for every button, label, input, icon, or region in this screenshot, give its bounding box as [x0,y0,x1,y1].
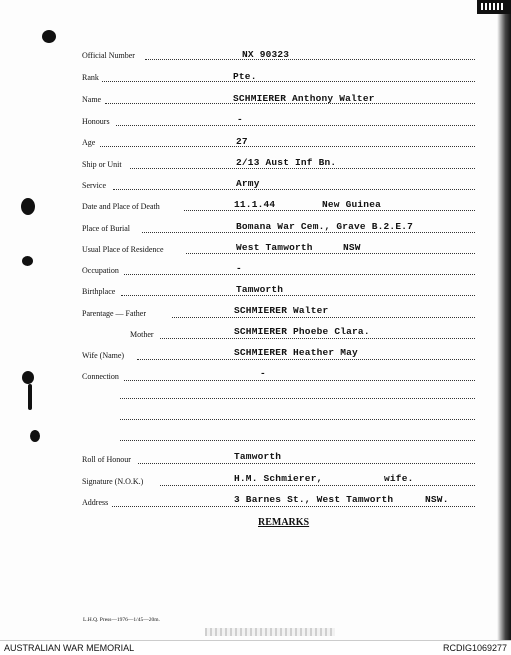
ship-or-unit-label: Ship or Unit [82,160,122,169]
dotted-line [160,338,475,339]
archive-name: AUSTRALIAN WAR MEMORIAL [4,643,135,653]
dotted-line [102,81,475,82]
dotted-line [100,146,475,147]
usual-residence-label: Usual Place of Residence [82,245,164,254]
address-value: 3 Barnes St., West Tamworth [234,494,394,505]
usual-residence-value: West Tamworth [236,242,313,253]
printer-imprint: L.H.Q. Press—1976—1/45—20m. [83,617,160,623]
occupation-label: Occupation [82,266,119,275]
birthplace-label: Birthplace [82,287,116,296]
connection-blank-line [120,440,475,441]
scan-corner-mark [477,0,511,14]
address-state-value: NSW. [425,494,449,505]
wife-value: SCHMIERER Heather May [234,347,358,358]
usual-residence-state-value: NSW [343,242,361,253]
name-label: Name [82,95,102,104]
connection-label: Connection [82,372,119,381]
place-of-death-value: New Guinea [322,199,382,210]
rank-value: Pte. [233,71,257,82]
dotted-line [172,317,475,318]
age-label: Age [82,138,96,147]
rank-label: Rank [82,73,99,82]
punch-hole [42,30,56,43]
dotted-line [121,295,475,296]
mother-value: SCHMIERER Phoebe Clara. [234,326,370,337]
ship-or-unit-value: 2/13 Aust Inf Bn. [236,157,337,168]
faint-marking [205,628,335,636]
punch-hole [22,371,34,384]
father-value: SCHMIERER Walter [234,305,329,316]
dotted-line [112,506,475,507]
occupation-value: - [236,263,242,274]
wife-label: Wife (Name) [82,351,125,360]
punch-hole [30,430,40,442]
dotted-line [186,253,475,254]
date-of-death-value: 11.1.44 [234,199,276,210]
signature-relation-value: wife. [384,473,414,484]
address-label: Address [82,498,109,507]
record-id: RCDIG1069277 [442,643,507,653]
dotted-line [160,485,475,486]
dotted-line [116,125,475,126]
birthplace-value: Tamworth [236,284,284,295]
scan-edge [497,0,511,654]
place-of-burial-value: Bomana War Cem., Grave B.2.E.7 [236,221,414,232]
father-label: Parentage — Father [82,309,146,318]
signature-value: H.M. Schmierer, [234,473,323,484]
date-place-death-label: Date and Place of Death [82,202,160,211]
dotted-line [124,274,475,275]
roll-of-honour-label: Roll of Honour [82,455,131,464]
dotted-line [138,463,475,464]
connection-value: - [260,368,266,379]
punch-hole [21,198,35,215]
connection-blank-line [120,419,475,420]
dotted-line [145,59,475,60]
connection-blank-line [120,398,475,399]
honours-value: - [237,114,243,125]
dotted-line [130,168,475,169]
honours-label: Honours [82,117,110,126]
age-value: 27 [236,136,248,147]
service-label: Service [82,181,106,190]
remarks-heading: REMARKS [258,517,310,528]
dotted-line [113,189,475,190]
official-number-label: Official Number [82,51,135,60]
place-of-burial-label: Place of Burial [82,224,130,233]
roll-of-honour-value: Tamworth [234,451,282,462]
mother-label: Mother [130,330,154,339]
service-value: Army [236,178,260,189]
dotted-line [184,210,475,211]
archive-footer [0,640,511,655]
dotted-line [137,359,475,360]
official-number-value: NX 90323 [242,49,290,60]
signature-label: Signature (N.O.K.) [82,477,144,486]
dotted-line [142,232,475,233]
punch-hole [28,384,32,410]
name-value: SCHMIERER Anthony Walter [233,93,375,104]
dotted-line [124,380,475,381]
punch-hole [22,256,33,266]
